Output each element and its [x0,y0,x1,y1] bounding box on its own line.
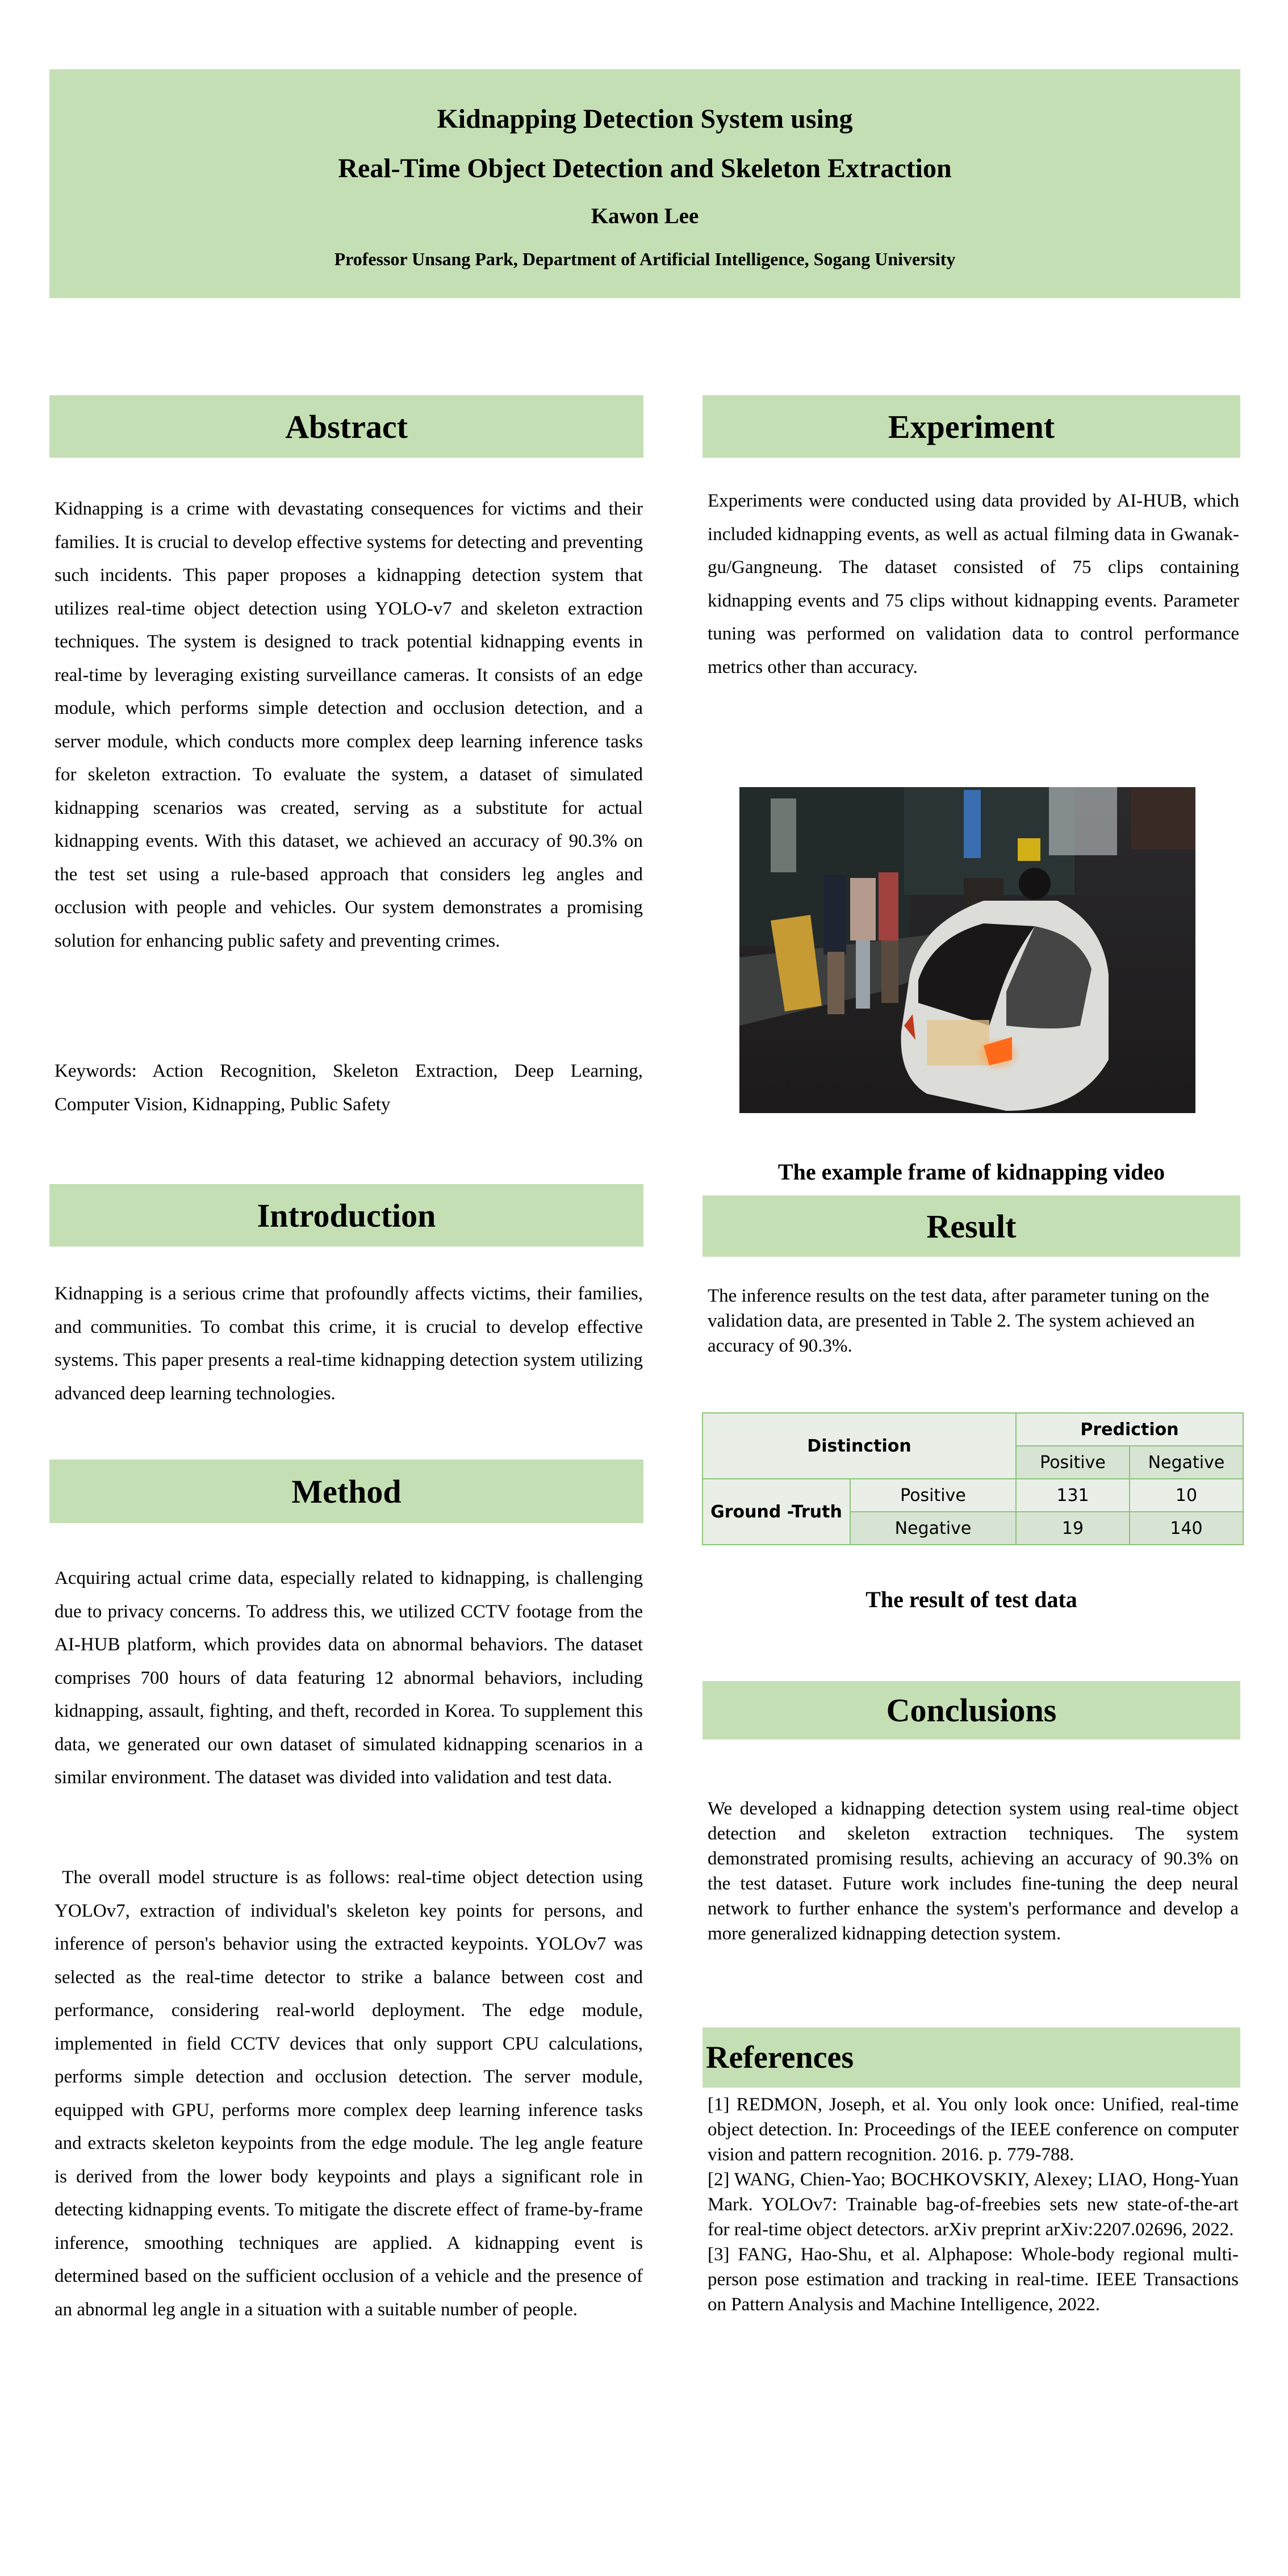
abstract-keywords: Keywords: Action Recognition, Skeleton Extraction, Deep Learning, Computer Vision, Kidnapping, Public Safety [55,1061,643,1115]
table-corner-header: Distinction [702,1413,1016,1479]
reference-item: [2] WANG, Chien-Yao; BOCHKOVSKIY, Alexey; LIAO, Hong-Yuan Mark. YOLOv7: Trainable bag-of-freebies sets new state-of-the-art for real-time object detectors. arXiv preprint arXiv:2207.02696, 2022. [708,2169,1239,2240]
introduction-heading-band [49,1184,643,1247]
table-caption: The result of test data [865,1587,1077,1612]
method-heading: Method [291,1473,402,1510]
poster-title-line1: Kidnapping Detection System using [437,104,853,134]
introduction-body: Kidnapping is a serious crime that profoundly affects victims, their families, and communities. To combat this crime, it is crucial to develop effective systems. This paper presents a real-time kidnapping detection system utilizing advanced deep learning technologies. [55,1283,643,1404]
table-cell: 19 [1016,1512,1130,1545]
cctv-night-scene-illustration [739,787,1195,1113]
result-heading-band [702,1195,1240,1257]
experiment-body: Experiments were conducted using data provided by AI-HUB, which included kidnapping events, as well as actual filming data in Gwanak-gu/Gangneung. The dataset consisted of 75 clips containing kidnapping events and 75 clips without kidnapping events. Parameter tuning was performed on validation data to control performance metrics other than accuracy. [708,491,1239,678]
table-cell: 131 [1016,1479,1130,1512]
references-heading: References [706,2040,854,2075]
affiliation: Professor Unsang Park, Department of Artificial Intelligence, Sogang University [334,249,956,269]
figure-caption: The example frame of kidnapping video [777,1159,1165,1185]
table-ground-truth-header: Ground -Truth [702,1479,850,1545]
method-body-paragraph-2: The overall model structure is as follows: real-time object detection using YOLOv7, extraction of individual's skeleton key points for persons, and inference of person's behavior using the extracted keypoints. YOLOv7 was selected as the real-time detector to strike a balance between cost and performance, considering real-world deployment. The edge module, implemented in field CCTV devices that only support CPU calculations, performs simple detection and occlusion detection. The server module, equipped with GPU, performs more complex deep learning inference tasks and extracts skeleton keypoints from the edge module. The leg angle feature is derived from the lower body keypoints and plays a significant role in detecting kidnapping events. To mitigate the discrete effect of frame-by-frame inference, smoothing techniques are applied. A kidnapping event is determined based on the sufficient occlusion of a vehicle and the presence of an abnormal leg angle in a situation with a suitable number of people. [55,1867,648,2320]
method-heading-band [49,1460,643,1523]
references-list [708,2092,1239,2317]
introduction-heading: Introduction [257,1197,436,1234]
title-banner [49,69,1240,298]
reference-item: [1] REDMON, Joseph, et al. You only look once: Unified, real-time object detection. In: Proceedings of the IEEE conference on computer vision and pattern recognition. 2016. p. 779-788. [708,2094,1239,2165]
table-pred-col-negative: Negative [1130,1446,1243,1479]
reference-item: [3] FANG, Hao-Shu, et al. Alphapose: Whole-body regional multi-person pose estimation and tracking in real-time. IEEE Transactions on Pattern Analysis and Machine Intelligence, 2022. [708,2244,1239,2315]
references-heading-band [702,2027,1240,2088]
experiment-heading: Experiment [888,408,1055,445]
conclusions-body: We developed a kidnapping detection system using real-time object detection and skeleton extraction techniques. The system demonstrated promising results, achieving an accuracy of 90.3% on the test dataset. Future work includes fine-tuning the deep neural network to further enhance the system's performance and develop a more generalized kidnapping detection system. [708,1799,1239,1944]
table-row [702,1479,1243,1512]
result-body: The inference results on the test data, after parameter tuning on the validation data, are presented in Table 2. The system achieved an accuracy of 90.3%. [708,1286,1210,1356]
method-body-paragraph-1: Acquiring actual crime data, especially related to kidnapping, is challenging due to privacy concerns. To address this, we utilized CCTV footage from the AI-HUB platform, which provides data on abnormal behaviors. The dataset comprises 700 hours of data featuring 12 abnormal behaviors, including kidnapping, assault, fighting, and theft, recorded in Korea. To supplement this data, we generated our own dataset of simulated kidnapping scenarios in a similar environment. The dataset was divided into validation and test data. [55,1568,643,1788]
abstract-heading: Abstract [285,408,408,445]
table-cell: 10 [1130,1479,1243,1512]
table-prediction-header: Prediction [1016,1413,1243,1446]
abstract-body: Kidnapping is a crime with devastating consequences for victims and their families. It is crucial to develop effective systems for detecting and preventing such incidents. This paper proposes a kidnapping detection system that utilizes real-time object detection using YOLO-v7 and skeleton extraction techniques. The system is designed to track potential kidnapping events in real-time by leveraging existing surveillance cameras. It consists of an edge module, which performs simple detection and occlusion detection, and a server module, which conducts more complex deep learning inference tasks for skeleton extraction. To evaluate the system, a dataset of simulated kidnapping scenarios was created, serving as a substitute for actual kidnapping events. With this dataset, we achieved an accuracy of 90.3% on the test set using a rule-based approach that considers leg angles and occlusion with people and vehicles. Our system demonstrates a promising solution for enhancing public safety and preventing crimes. [55,499,643,951]
table-pred-col-positive: Positive [1016,1446,1130,1479]
poster-title-line2: Real-Time Object Detection and Skeleton Extraction [338,153,952,183]
conclusions-heading-band [702,1681,1240,1739]
conclusions-heading: Conclusions [886,1692,1057,1729]
table-row-label: Positive [850,1479,1016,1512]
abstract-heading-band [49,395,643,458]
kidnapping-example-frame-image [739,787,1195,1113]
table-cell: 140 [1130,1512,1243,1545]
result-heading: Result [926,1207,1017,1245]
experiment-heading-band [702,395,1240,458]
table-row-label: Negative [850,1512,1016,1545]
author-name: Kawon Lee [591,204,699,228]
confusion-matrix-table [702,1412,1244,1545]
